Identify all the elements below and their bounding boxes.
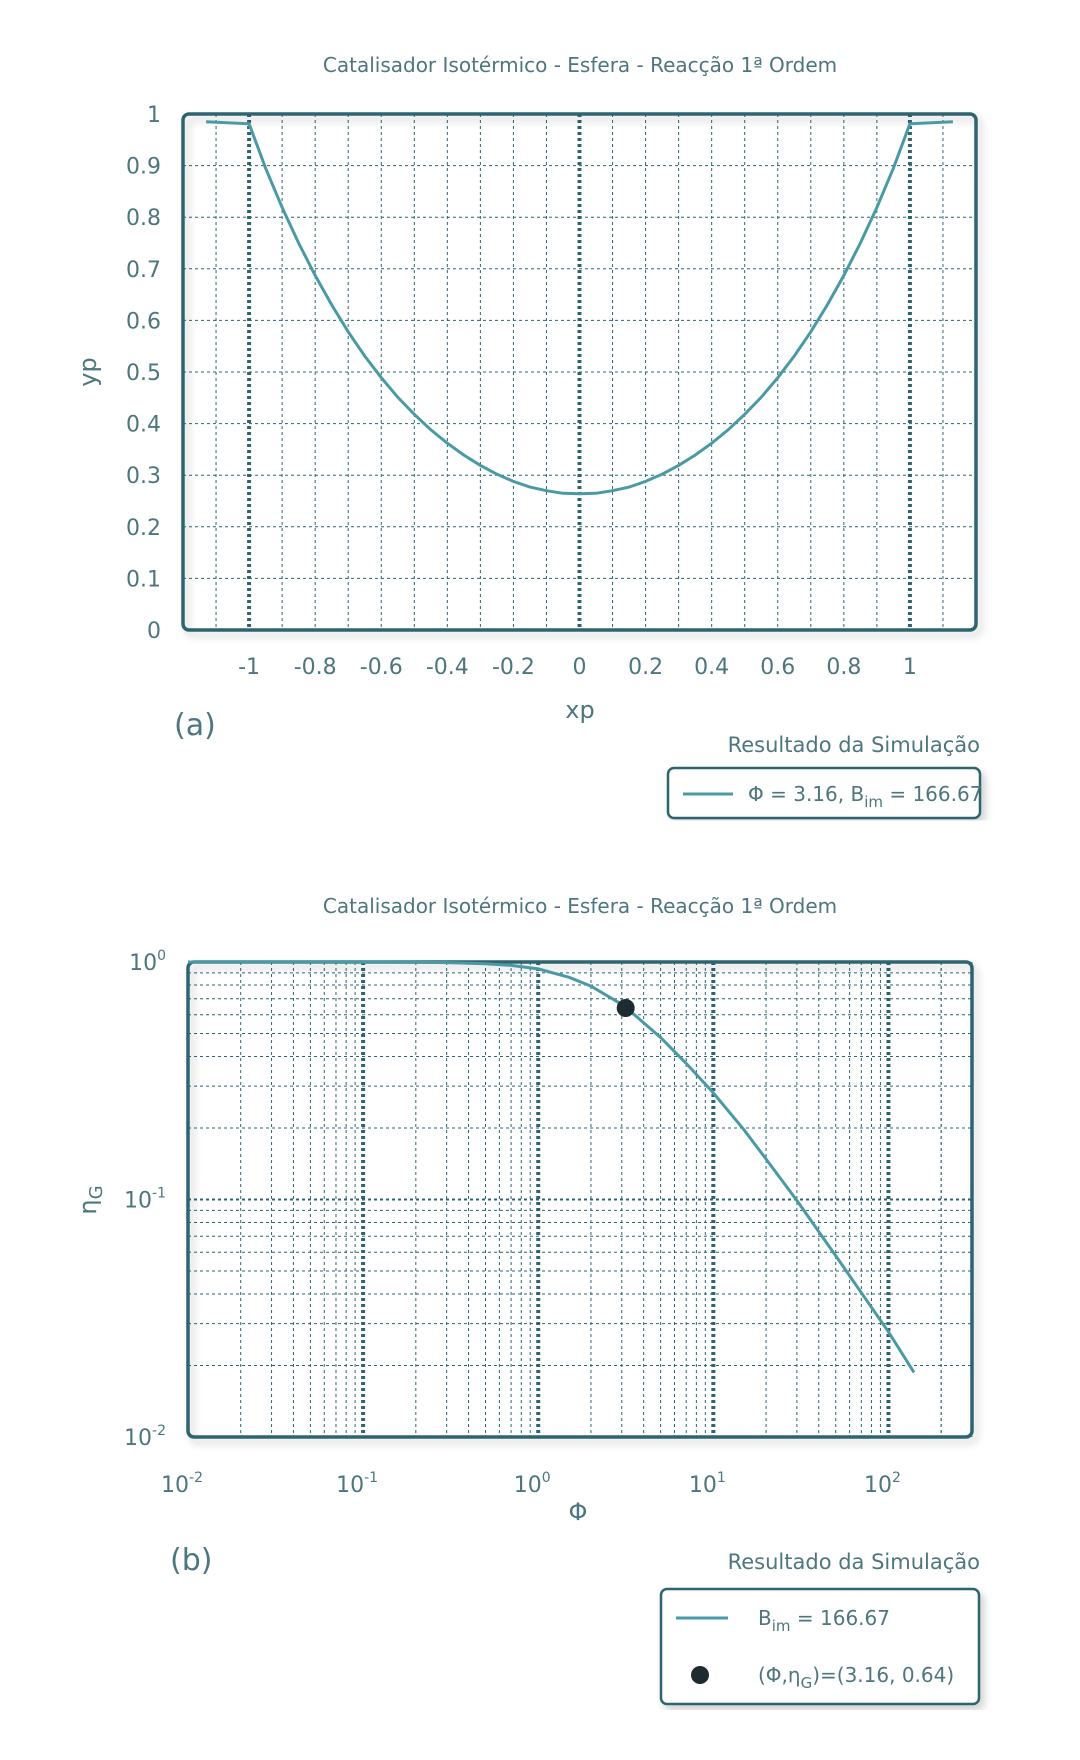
chart-a-x-axis-label: xp bbox=[565, 696, 595, 724]
chart-b-x-tick-label: $10^0$ bbox=[513, 1470, 551, 1498]
chart-b bbox=[74, 894, 980, 1704]
chart-a-x-tick-label: -0.4 bbox=[425, 655, 469, 680]
chart-b-title: Catalisador Isotérmico - Esfera - Reacção 1ª Ordem bbox=[322, 894, 838, 918]
chart-a-x-tick-label: -0.8 bbox=[293, 655, 337, 680]
chart-b-y-ticks bbox=[124, 948, 166, 1451]
chart-b-legend-title: Resultado da Simulação bbox=[727, 1550, 980, 1574]
chart-a-y-tick-label: 0.6 bbox=[126, 309, 161, 335]
chart-a-x-tick-label: -0.6 bbox=[359, 655, 403, 680]
chart-a-y-ticks bbox=[126, 103, 161, 644]
chart-a-x-tick-label: 0.8 bbox=[826, 655, 862, 680]
chart-b-series-line bbox=[188, 962, 914, 1372]
chart-b-x-tick-label: $10^{-1}$ bbox=[336, 1470, 379, 1498]
chart-a-y-tick-label: 0.3 bbox=[126, 464, 161, 490]
chart-a-panel-label: (a) bbox=[174, 708, 216, 743]
chart-a-x-tick-label: 0.2 bbox=[628, 655, 664, 680]
chart-b-operating-point bbox=[617, 999, 635, 1017]
chart-b-legend-point-swatch bbox=[691, 1666, 709, 1684]
chart-a-y-tick-label: 0.9 bbox=[126, 154, 161, 180]
chart-a-y-tick-label: 0.2 bbox=[126, 515, 161, 541]
chart-a-x-tick-label: 1 bbox=[902, 655, 917, 680]
chart-b-x-tick-label: $10^{-2}$ bbox=[161, 1470, 203, 1498]
chart-a-x-tick-label: 0.6 bbox=[760, 655, 796, 680]
chart-b-y-tick-label: $10^{-2}$ bbox=[124, 1423, 166, 1451]
chart-b-panel-label: (b) bbox=[170, 1543, 213, 1578]
chart-a-legend-title: Resultado da Simulação bbox=[727, 733, 980, 757]
chart-a-legend bbox=[668, 733, 982, 818]
chart-b-legend-entry-point: $(\Phi,\eta_G)=(3.16$, 0.64) bbox=[758, 1663, 955, 1692]
chart-a-legend-entry: Φ = 3.16, $B_{im} = 166.67$ bbox=[748, 782, 983, 811]
chart-a-x-ticks bbox=[238, 655, 917, 680]
chart-b-legend-entry-line: $B_{im} = 166.67$ bbox=[758, 1606, 890, 1635]
chart-b-x-tick-label: $10^1$ bbox=[688, 1470, 726, 1498]
chart-a-x-tick-label: -0.2 bbox=[491, 655, 535, 680]
chart-a-y-tick-label: 1 bbox=[147, 103, 161, 128]
chart-a-y-tick-label: 0.7 bbox=[126, 257, 161, 283]
chart-a-title: Catalisador Isotérmico - Esfera - Reacção 1ª Ordem bbox=[322, 53, 838, 77]
chart-b-y-axis-label: $\eta_G$ bbox=[74, 1185, 107, 1215]
chart-b-x-axis-label: Φ bbox=[568, 1498, 588, 1526]
chart-a-y-tick-label: 0.4 bbox=[126, 412, 161, 438]
chart-a bbox=[74, 53, 982, 818]
chart-a-y-tick-label: 0 bbox=[147, 619, 161, 644]
chart-a-y-tick-label: 0.1 bbox=[126, 567, 161, 593]
chart-a-y-tick-label: 0.5 bbox=[126, 361, 161, 386]
chart-a-y-tick-label: 0.8 bbox=[126, 206, 161, 232]
chart-a-x-tick-label: -1 bbox=[238, 655, 261, 680]
chart-b-y-tick-label: $10^0$ bbox=[129, 948, 166, 976]
chart-a-x-tick-label: 0 bbox=[572, 655, 587, 680]
chart-b-y-tick-label: $10^{-1}$ bbox=[124, 1185, 166, 1214]
chart-b-legend bbox=[661, 1550, 980, 1704]
chart-b-grid bbox=[188, 962, 972, 1437]
chart-b-x-tick-label: $10^2$ bbox=[863, 1470, 901, 1498]
chart-b-x-ticks bbox=[161, 1470, 901, 1498]
chart-a-x-tick-label: 0.4 bbox=[694, 655, 730, 680]
chart-a-grid bbox=[183, 114, 976, 630]
chart-a-y-axis-label: yp bbox=[74, 357, 102, 387]
